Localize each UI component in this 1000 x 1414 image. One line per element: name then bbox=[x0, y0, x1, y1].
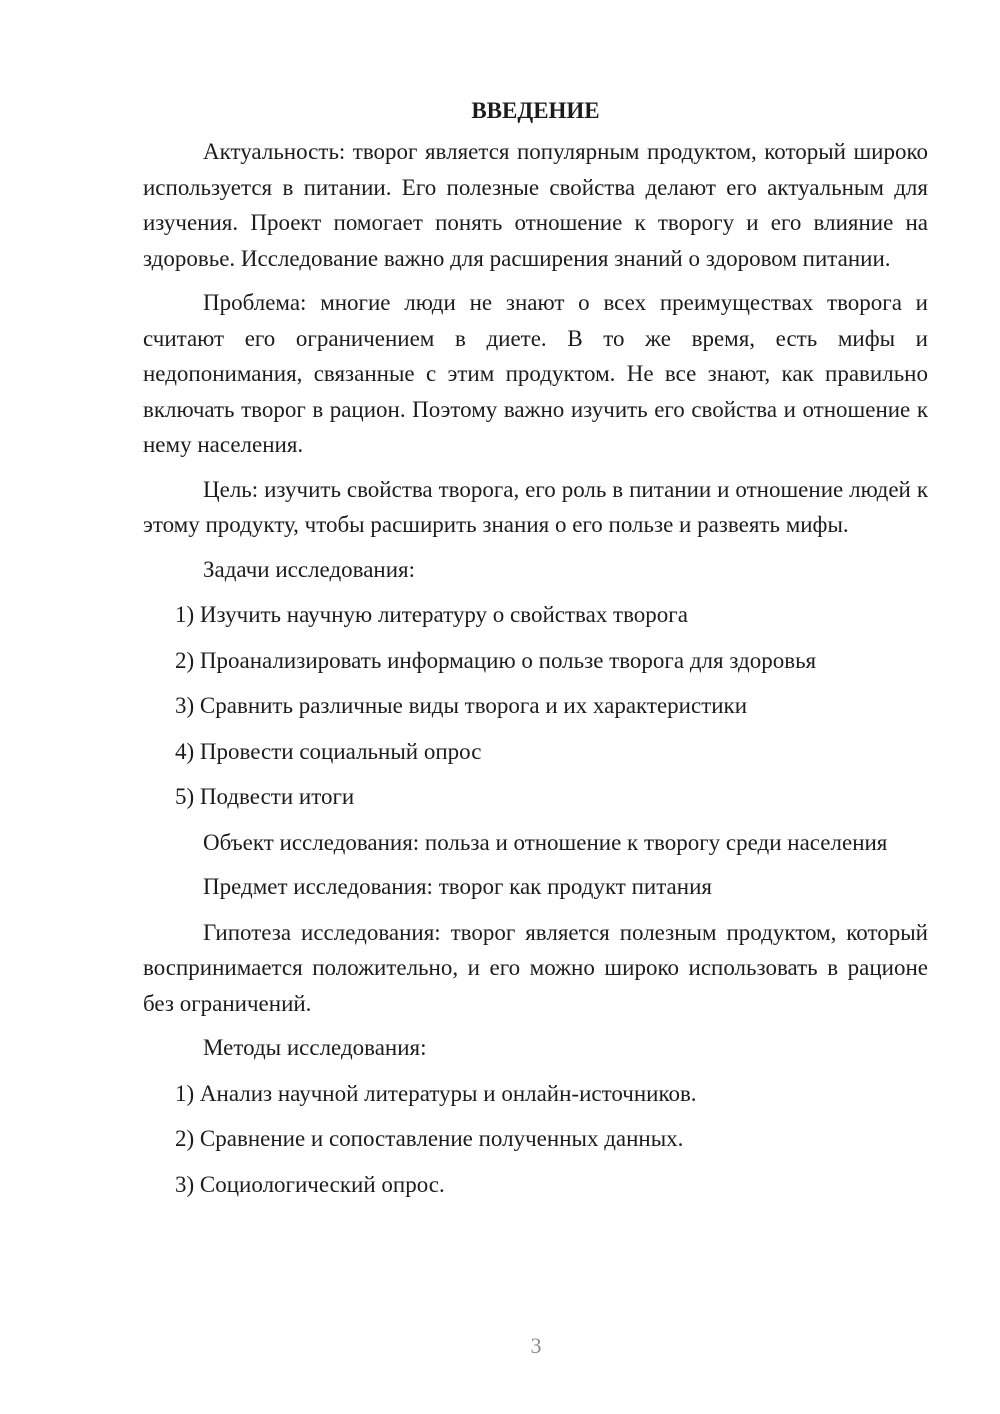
subject-paragraph: Предмет исследования: творог как продукт питания bbox=[203, 874, 712, 899]
methods-list bbox=[143, 1076, 928, 1203]
list-item: 4) Провести социальный опрос bbox=[175, 738, 482, 764]
list-item: 2) Сравнение и сопоставление полученных данных. bbox=[175, 1126, 684, 1151]
tasks-title: Задачи исследования: bbox=[203, 556, 416, 582]
list-item: 1) Изучить научную литературу о свойствах творога bbox=[175, 602, 688, 627]
hypothesis-paragraph: Гипотеза исследования: творог является полезным продуктом, который воспринимается положительно, и его можно широко использовать в рационе без ограничений. bbox=[143, 919, 928, 1016]
problem-paragraph: Проблема: многие люди не знают о всех преимуществах творога и считают его ограничением в диете. В то же время, есть мифы и недопонимания, связанные с этим продуктом. Не все знают, как правильно включать творог в рацион. Поэтому важно изучить его свойства и отношение к нему населения. bbox=[143, 290, 928, 457]
section-heading: ВВЕДЕНИЕ bbox=[471, 98, 600, 123]
methods-title: Методы исследования: bbox=[203, 1035, 427, 1060]
object-paragraph: Объект исследования: польза и отношение к творогу среди населения bbox=[203, 829, 888, 855]
document-page bbox=[143, 96, 928, 1212]
tasks-list bbox=[143, 597, 928, 815]
relevance-paragraph: Актуальность: творог является популярным продуктом, который широко используется в питании. Его полезные свойства делают его актуальным для изучения. Проект помогает понять отношение к творогу и его влияние на здоровье. Исследование важно для расширения знаний о здоровом питании. bbox=[143, 139, 928, 271]
list-item: 5) Подвести итоги bbox=[175, 784, 355, 809]
list-item: 3) Сравнить различные виды творога и их характеристики bbox=[175, 693, 748, 718]
list-item: 1) Анализ научной литературы и онлайн-источников. bbox=[175, 1080, 697, 1106]
goal-paragraph: Цель: изучить свойства творога, его роль в питании и отношение людей к этому продукту, чтобы расширить знания о его пользе и развеять мифы. bbox=[143, 476, 928, 537]
list-item: 3) Социологический опрос. bbox=[175, 1171, 445, 1197]
page-number: 3 bbox=[530, 1333, 542, 1358]
list-item: 2) Проанализировать информацию о пользе творога для здоровья bbox=[175, 647, 817, 673]
